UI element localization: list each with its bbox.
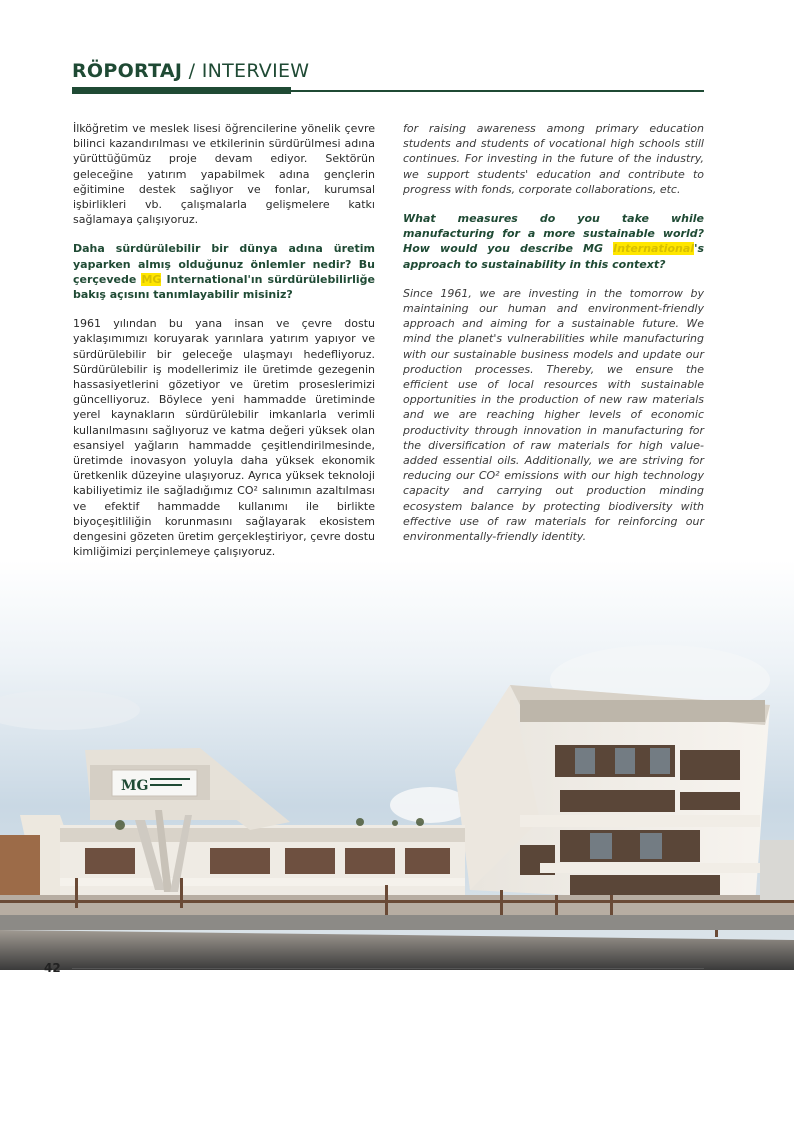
question-1-tr [73, 241, 375, 302]
question-1-tr-text-end: International'ın sürdürülebilirliğe bakış açısını tanımlayabilir misiniz? [73, 272, 375, 302]
header-accent-bar [72, 87, 291, 94]
building-sign-text: MG [121, 778, 149, 794]
answer-1-en: Since 1961, we are investing in the tomorrow by maintaining our human and environment-friendly approach and aiming for a sustainable future. We mind the planet's vulnerabilities while manufacturing with our sustainable business models and update our production processes. Thereby, we ensure the efficient use of local resources with sustainable opportunities in the production of new raw materials and we are reaching higher levels of economic productivity through innovation in manufacturing for the diversification of raw materials for high value-added essential oils. Additionally, we are striving for reducing our CO² emissions with our high technology capacity and carrying out production minding ecosystem balance by protecting biodiversity with effective use of raw materials for reinforcing our environmentally-friendly identity. [403, 286, 704, 544]
section-title-separator: / [188, 60, 196, 82]
right-building [455, 685, 770, 905]
question-1-en-text-end: 's approach to sustainability in this context? [403, 242, 704, 271]
section-title-tr: RÖPORTAJ [72, 60, 183, 82]
intro-paragraph-en: for raising awareness among primary education students and students of vocational high schools still continues. For investing in the future of the industry, we support students' education and contribute to progress with fonds, corporate collaborations, etc. [403, 122, 704, 196]
building-photo [0, 560, 794, 970]
section-title-en: INTERVIEW [201, 60, 310, 82]
footer-rule [72, 968, 704, 969]
page-section-title [72, 60, 309, 82]
page-number: 42 [44, 961, 61, 975]
highlighted-brand: International [613, 242, 695, 256]
answer-1-tr: 1961 yılından bu yana insan ve çevre dostu yaklaşımımızı koruyarak yarınlara yatırım yapıyor ve sürdürülebilir bir geleceğe ulaşmayı hedefliyoruz. Sürdürülebilir iş modellerimiz ile üretimde gezegenin hassasiyetlerini gözetiyor ve üretim proseslerimizi güncelliyoruz. Böylece yeni hammadde üretiminde yerel kaynakların sürdürülebilir imkanlarla verimli kullanılmasını sağlıyoruz ve katma değeri yüksek olan esansiyel yağların hammadde çeşitlendirilmesinde, üretimde inovasyon yoluyla daha yüksek ekonomik üretkenlik düzeyine ulaşıyoruz. Ayrıca yüksek teknoloji kabiliyetimiz ile sağladığımız CO² salınımın azaltılması ve efektif hammadde kullanımı ile birlikte biyoçeşitliliğin korunmasını sağlayarak ekosistem dengesini gözeten üretim gerçekleştiriyor, çevre dostu kimliğimizi perçinlemeye çalışıyoruz. [73, 317, 375, 559]
header-rule [291, 90, 704, 92]
question-1-en-text: What measures do you take while manufacturing for a more sustainable world? How would you describe MG [403, 212, 704, 256]
highlighted-brand: MG [141, 272, 162, 286]
question-1-en [403, 211, 704, 272]
intro-paragraph-tr: İlköğretim ve meslek lisesi öğrencilerine yönelik çevre bilinci kazandırılması ve etkilerinin sürdürülmesi adına yürüttüğümüz proje devam ediyor. Sektörün geleceğine yatırım yapabilmek adına gençlerin eğitimine destek sağlıyor ve fonlar, kurumsal işbirlikleri vb. çalışmalarla gelişmelere katkı sağlamaya çalışıyoruz. [73, 122, 375, 227]
question-1-tr-text: Daha sürdürülebilir bir dünya adına üretim yaparken almış olduğunuz önlemler nedir? Bu çerçevede [73, 242, 375, 286]
